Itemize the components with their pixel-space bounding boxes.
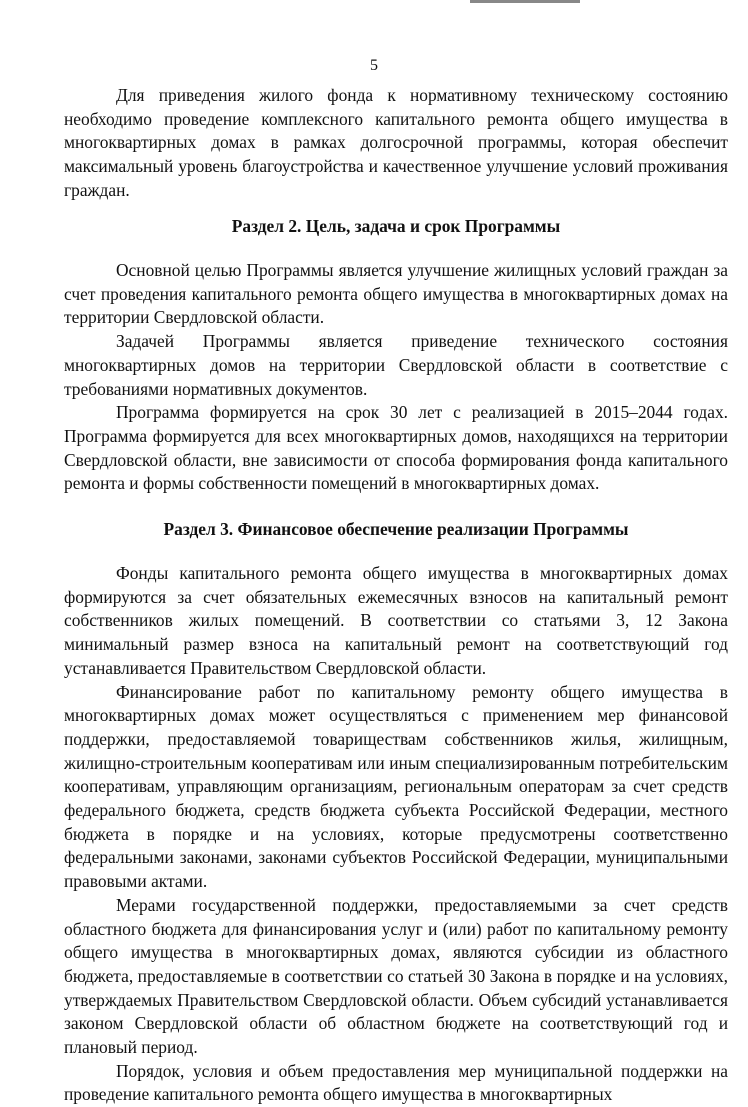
intro-paragraph: Для приведения жилого фонда к нормативному техническому состоянию необходимо проведение комплексного капитального ремонта общего имущества в многоквартирных домах в рамках долгосрочной программы, которая обеспечит максимальный уровень благоустройства и качественное улучшение условий проживания граждан. (64, 85, 728, 200)
section-3-paragraph: Финансирование работ по капитальному ремонту общего имущества в многоквартирных домах может осуществляться с применением мер финансовой поддержки, предоставляемой товариществам собственников жилья, жилищным, жилищно-строительным кооперативам или иным специализированным потребительским кооперативам, управляющим организациям, региональным операторам за счет средств федерального бюджета, средств бюджета субъекта Российской Федерации, местного бюджета в порядке и на условиях, которые предусмотрены соответственно федеральными законами, законами субъектов Российской Федерации, муниципальными правовыми актами. (64, 681, 728, 892)
page-number: 5 (370, 57, 378, 74)
section-2-heading: Раздел 2. Цель, задача и срок Программы (231, 216, 561, 236)
section-3-body (64, 562, 728, 1107)
section-3-paragraph: Мерами государственной поддержки, предоставляемыми за счет средств областного бюджета для финансирования услуг и (или) работ по капитальному ремонту общего имущества в многоквартирных домах, являются субсидии из областного бюджета, предоставляемые в соответствии со статьей 30 Закона в порядке и на условиях, утверждаемых Правительством Свердловской области. Объем субсидий устанавливается законом Свердловской области об областном бюджете на соответствующий год и плановый период. (64, 894, 728, 1058)
section-3-heading-wrapper (64, 518, 728, 542)
section-2-heading-wrapper (64, 215, 728, 239)
section-2-paragraph: Задачей Программы является приведение технического состояния многоквартирных домов на территории Свердловской области в соответствие с требованиями нормативных документов. (64, 331, 728, 399)
section-3-paragraph: Фонды капитального ремонта общего имущества в многоквартирных домах формируются за счет обязательных ежемесячных взносов на капитальный ремонт собственников жилых помещений. В соответствии со статьями 3, 12 Закона минимальный размер взноса на капитальный ремонт на соответствующий год устанавливается Правительством Свердловской области. (64, 563, 728, 678)
intro-section (64, 84, 728, 203)
section-2-body (64, 259, 728, 496)
section-3-paragraph: Порядок, условия и объем предоставления мер муниципальной поддержки на проведение капитального ремонта общего имущества в многоквартирных (64, 1060, 728, 1105)
scan-artifact-line (470, 0, 580, 3)
section-2-paragraph: Основной целью Программы является улучшение жилищных условий граждан за счет проведения капитального ремонта общего имущества в многоквартирных домах на территории Свердловской области. (64, 260, 728, 328)
section-3-heading: Раздел 3. Финансовое обеспечение реализации Программы (163, 519, 629, 539)
section-2-paragraph: Программа формируется на срок 30 лет с реализацией в 2015–2044 годах. Программа формируется для всех многоквартирных домов, находящихся на территории Свердловской области, вне зависимости от способа формирования фонда капитального ремонта и формы собственности помещений в многоквартирных домах. (64, 402, 728, 494)
